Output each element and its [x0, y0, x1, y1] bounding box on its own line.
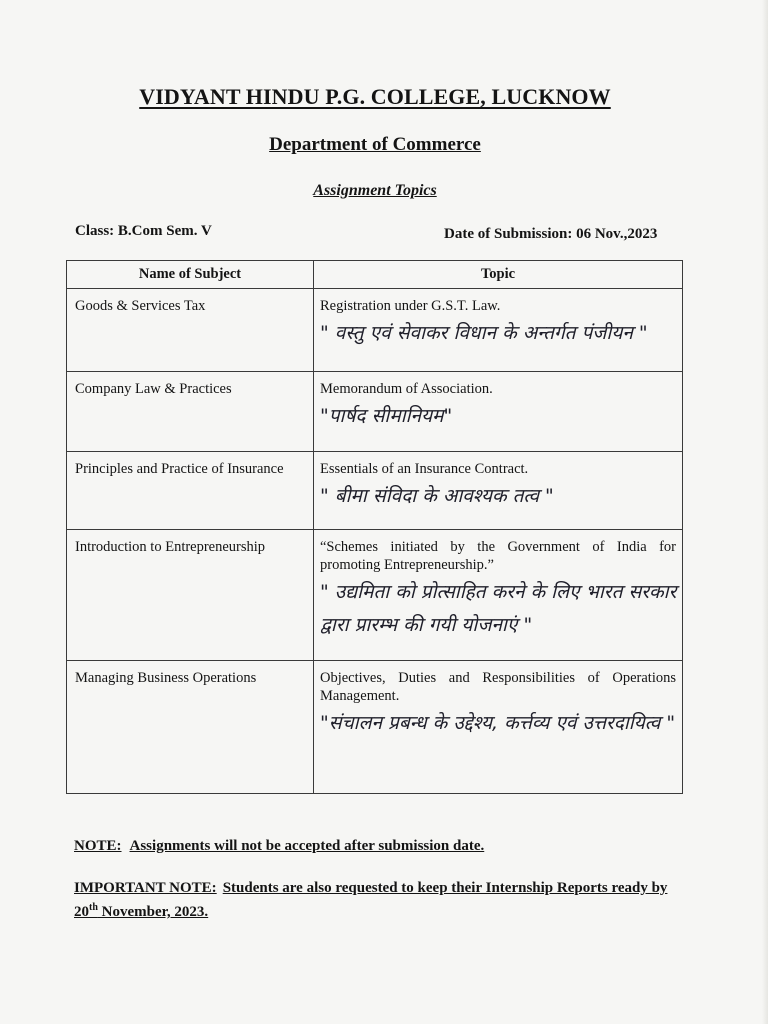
subject-cell	[67, 452, 314, 530]
subject-cell	[67, 372, 314, 452]
topic-english: Essentials of an Insurance Contract.	[320, 461, 529, 477]
important-note-text-b: November, 2023.	[97, 904, 209, 920]
table-row	[67, 372, 683, 452]
assignment-table	[66, 260, 683, 794]
class-info: Class: B.Com Sem. V	[75, 223, 212, 239]
important-note-text-a: Students are also requested to keep their Internship Reports ready by 20	[74, 880, 668, 920]
table-header-row	[67, 261, 683, 289]
topic-cell	[314, 372, 683, 452]
note	[74, 838, 484, 855]
important-note-label: IMPORTANT NOTE:	[74, 880, 217, 896]
submission-date: Date of Submission: 06 Nov.,2023	[444, 226, 658, 242]
table-row	[67, 661, 683, 794]
topic-english: Registration under G.S.T. Law.	[320, 298, 501, 314]
note-text: Assignments will not be accepted after submission date.	[129, 838, 485, 854]
topic-hindi-handwritten: " उद्यमिता को प्रोत्साहित करने के लिए भारत सरकार द्वारा प्रारम्भ की गयी योजनाएं "	[320, 581, 677, 636]
subject-name: Principles and Practice of Insurance	[75, 461, 284, 477]
table-row	[67, 289, 683, 372]
topic-hindi-handwritten: " वस्तु एवं सेवाकर विधान के अन्तर्गत पंजीयन "	[320, 322, 648, 344]
topic-hindi-handwritten: " बीमा संविदा के आवश्यक तत्व "	[320, 485, 554, 507]
important-note	[74, 878, 694, 922]
assignment-heading: Assignment Topics	[313, 182, 437, 199]
page-edge-shadow	[762, 0, 768, 1024]
topic-english: “Schemes initiated by the Government of India for promoting Entrepreneurship.”	[320, 539, 676, 573]
subject-name: Introduction to Entrepreneurship	[75, 539, 266, 555]
topic-hindi-handwritten: "पार्षद सीमानियम"	[320, 405, 453, 427]
table-row	[67, 530, 683, 661]
topic-cell	[314, 530, 683, 661]
topic-cell	[314, 289, 683, 372]
college-title: VIDYANT HINDU P.G. COLLEGE, LUCKNOW	[139, 84, 611, 109]
topic-cell	[314, 661, 683, 794]
subject-cell	[67, 530, 314, 661]
column-header-subject: Name of Subject	[67, 261, 314, 289]
subject-cell	[67, 289, 314, 372]
subject-cell	[67, 661, 314, 794]
subject-name: Managing Business Operations	[75, 670, 257, 686]
department-title: Department of Commerce	[269, 134, 481, 155]
topic-hindi-handwritten: "संचालन प्रबन्ध के उद्देश्य, कर्त्तव्य एवं उत्तरदायित्व "	[320, 712, 676, 734]
important-note-sup: th	[89, 902, 98, 913]
subject-name: Goods & Services Tax	[75, 298, 206, 314]
note-label: NOTE:	[74, 838, 122, 854]
topic-english: Objectives, Duties and Responsibilities of Operations Management.	[320, 670, 676, 704]
topic-english: Memorandum of Association.	[320, 381, 493, 397]
subject-name: Company Law & Practices	[75, 381, 232, 397]
topic-cell	[314, 452, 683, 530]
column-header-topic: Topic	[314, 261, 683, 289]
table-row	[67, 452, 683, 530]
